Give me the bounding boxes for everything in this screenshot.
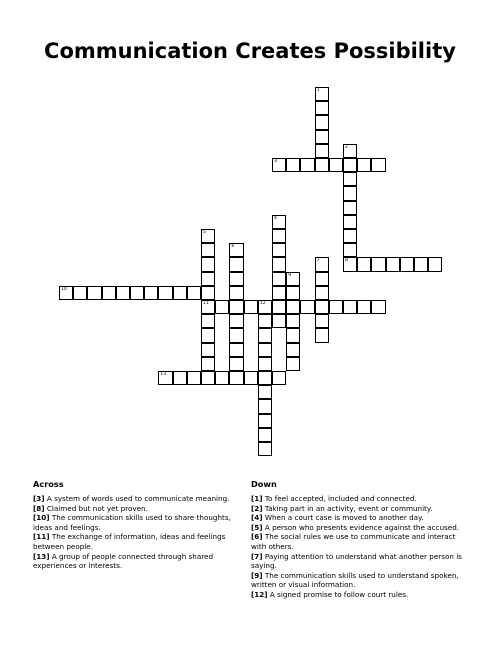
grid-cell[interactable] <box>201 257 215 271</box>
grid-cell[interactable] <box>258 343 272 357</box>
grid-cell[interactable] <box>315 130 329 144</box>
grid-cell[interactable] <box>343 243 357 257</box>
grid-cell[interactable] <box>414 257 428 271</box>
grid-cell[interactable] <box>343 144 357 158</box>
grid-cell[interactable] <box>357 257 371 271</box>
grid-cell[interactable] <box>343 229 357 243</box>
clue-across-13: [13] A group of people connected through shared experiences or interests. <box>33 551 214 571</box>
grid-cell[interactable] <box>59 286 73 300</box>
grid-cell[interactable] <box>343 201 357 215</box>
grid-cell[interactable] <box>201 314 215 328</box>
grid-cell[interactable] <box>258 399 272 413</box>
grid-cell[interactable] <box>201 286 215 300</box>
grid-cell[interactable] <box>229 286 243 300</box>
grid-cell[interactable] <box>286 272 300 286</box>
grid-cell[interactable] <box>286 357 300 371</box>
clue-across-3: [3] A system of words used to communicate meaning. <box>33 494 230 503</box>
grid-cell[interactable] <box>102 286 116 300</box>
grid-cell[interactable] <box>201 328 215 342</box>
grid-cell[interactable] <box>286 343 300 357</box>
grid-cell[interactable] <box>315 101 329 115</box>
grid-cell[interactable] <box>201 229 215 243</box>
grid-cell[interactable] <box>258 428 272 442</box>
clue-number: 7 <box>316 258 320 264</box>
grid-cell[interactable] <box>229 328 243 342</box>
clue-down-6: [6] The social rules we use to communicate and interact with others. <box>251 532 456 551</box>
grid-cell[interactable] <box>87 286 101 300</box>
grid-cell[interactable] <box>187 286 201 300</box>
clue-number: 6 <box>231 244 235 250</box>
grid-cell[interactable] <box>386 257 400 271</box>
grid-cell[interactable] <box>201 357 215 371</box>
clue-down-5: [5] A person who presents evidence against the accused. <box>251 522 460 532</box>
grid-cell[interactable] <box>229 314 243 328</box>
clue-number: 12 <box>259 301 266 306</box>
puzzle-title: Communication Creates Possibility <box>44 39 456 63</box>
grid-cell[interactable] <box>315 158 329 172</box>
grid-cell[interactable] <box>315 257 329 271</box>
grid-cell[interactable] <box>272 229 286 243</box>
grid-cell[interactable] <box>258 442 272 456</box>
down-heading: Down <box>251 479 277 489</box>
grid-cell[interactable] <box>258 385 272 399</box>
grid-cell[interactable] <box>428 257 442 271</box>
grid-cell[interactable] <box>315 286 329 300</box>
grid-cell[interactable] <box>229 272 243 286</box>
grid-cell[interactable] <box>315 314 329 328</box>
grid-cell[interactable] <box>258 328 272 342</box>
grid-cell[interactable] <box>272 272 286 286</box>
grid-cell[interactable] <box>286 300 300 314</box>
grid-cell[interactable] <box>272 314 286 328</box>
grid-cell[interactable] <box>201 371 215 385</box>
grid-cell[interactable] <box>272 158 286 172</box>
clue-number: 3 <box>274 159 277 164</box>
clue-number: 1 <box>316 88 320 93</box>
grid-cell[interactable] <box>116 286 130 300</box>
grid-cell[interactable] <box>130 286 144 300</box>
grid-cell[interactable] <box>258 314 272 328</box>
grid-cell[interactable] <box>329 300 343 314</box>
clue-number: 2 <box>345 144 348 150</box>
grid-cell[interactable] <box>187 371 201 385</box>
grid-cell[interactable] <box>343 158 357 172</box>
clue-across-11: [11] The exchange of information, ideas and feelings between people. <box>33 532 226 551</box>
grid-cell[interactable] <box>343 257 357 271</box>
clue-down-9: [9] The communication skills used to understand spoken, written or visual information. <box>251 570 459 590</box>
grid-cell[interactable] <box>315 272 329 286</box>
grid-cell[interactable] <box>229 343 243 357</box>
grid-cell[interactable] <box>201 343 215 357</box>
across-clues <box>33 479 240 571</box>
grid-cell[interactable] <box>343 186 357 200</box>
grid-cell[interactable] <box>229 357 243 371</box>
clue-down-2: [2] Taking part in an activity, event or community. <box>251 503 433 513</box>
clue-down-1: [1] To feel accepted, included and connected. <box>251 494 417 503</box>
grid-cell[interactable] <box>272 215 286 229</box>
grid-cell[interactable] <box>215 300 229 314</box>
grid-cell[interactable] <box>400 257 414 271</box>
grid-cell[interactable] <box>229 300 243 314</box>
grid-cell[interactable] <box>201 272 215 286</box>
clue-down-4: [4] When a court case is moved to another day. <box>251 513 424 523</box>
grid-cell[interactable] <box>258 371 272 385</box>
clue-number: 13 <box>160 372 167 377</box>
grid-cell[interactable] <box>73 286 87 300</box>
grid-cell[interactable] <box>272 286 286 300</box>
grid-cell[interactable] <box>272 300 286 314</box>
grid-cell[interactable] <box>315 328 329 342</box>
grid-cell[interactable] <box>272 257 286 271</box>
grid-cell[interactable] <box>357 300 371 314</box>
grid-cell[interactable] <box>286 158 300 172</box>
grid-cell[interactable] <box>173 371 187 385</box>
grid-cell[interactable] <box>343 172 357 186</box>
clue-across-8: [8] Claimed but not yet proven. <box>33 503 148 513</box>
grid-cell[interactable] <box>272 371 286 385</box>
clue-number: 4 <box>274 215 277 221</box>
grid-cell[interactable] <box>286 328 300 342</box>
grid-cell[interactable] <box>258 414 272 428</box>
grid-cell[interactable] <box>258 357 272 371</box>
grid-cell[interactable] <box>201 300 215 314</box>
grid-cell[interactable] <box>229 243 243 257</box>
grid-cell[interactable] <box>158 286 172 300</box>
grid-cell[interactable] <box>244 371 258 385</box>
across-heading: Across <box>33 479 64 489</box>
grid-cell[interactable] <box>315 300 329 314</box>
grid-cell[interactable] <box>158 371 172 385</box>
grid-cell[interactable] <box>144 286 158 300</box>
clue-number: 5 <box>203 230 206 235</box>
clue-number: 8 <box>345 258 348 264</box>
grid-cell[interactable] <box>229 257 243 271</box>
grid-cell[interactable] <box>315 144 329 158</box>
grid-cell[interactable] <box>286 314 300 328</box>
grid-cell[interactable] <box>315 115 329 129</box>
grid-cell[interactable] <box>258 300 272 314</box>
clue-number: 9 <box>288 272 292 278</box>
grid-cell[interactable] <box>329 158 343 172</box>
grid-cell[interactable] <box>315 87 329 101</box>
grid-cell[interactable] <box>300 158 314 172</box>
clue-down-7: [7] Paying attention to understand what another person is saying. <box>251 551 462 571</box>
grid-cell[interactable] <box>272 243 286 257</box>
clue-down-12: [12] A signed promise to follow court rules. <box>251 589 409 599</box>
grid-cell[interactable] <box>343 300 357 314</box>
clue-number: 11 <box>203 301 209 306</box>
grid-cell[interactable] <box>229 371 243 385</box>
clue-number: 10 <box>61 286 67 292</box>
grid-cell[interactable] <box>371 158 385 172</box>
grid-cell[interactable] <box>286 286 300 300</box>
grid-cell[interactable] <box>371 300 385 314</box>
clue-across-10: [10] The communication skills used to share thoughts, ideas and feelings. <box>33 513 231 532</box>
grid-cell[interactable] <box>371 257 385 271</box>
grid-cell[interactable] <box>357 158 371 172</box>
grid-cell[interactable] <box>244 300 258 314</box>
grid-cell[interactable] <box>215 371 229 385</box>
grid-cell[interactable] <box>343 215 357 229</box>
down-clues <box>251 479 466 600</box>
grid-cell[interactable] <box>300 300 314 314</box>
grid-cell[interactable] <box>173 286 187 300</box>
grid-cell[interactable] <box>201 243 215 257</box>
